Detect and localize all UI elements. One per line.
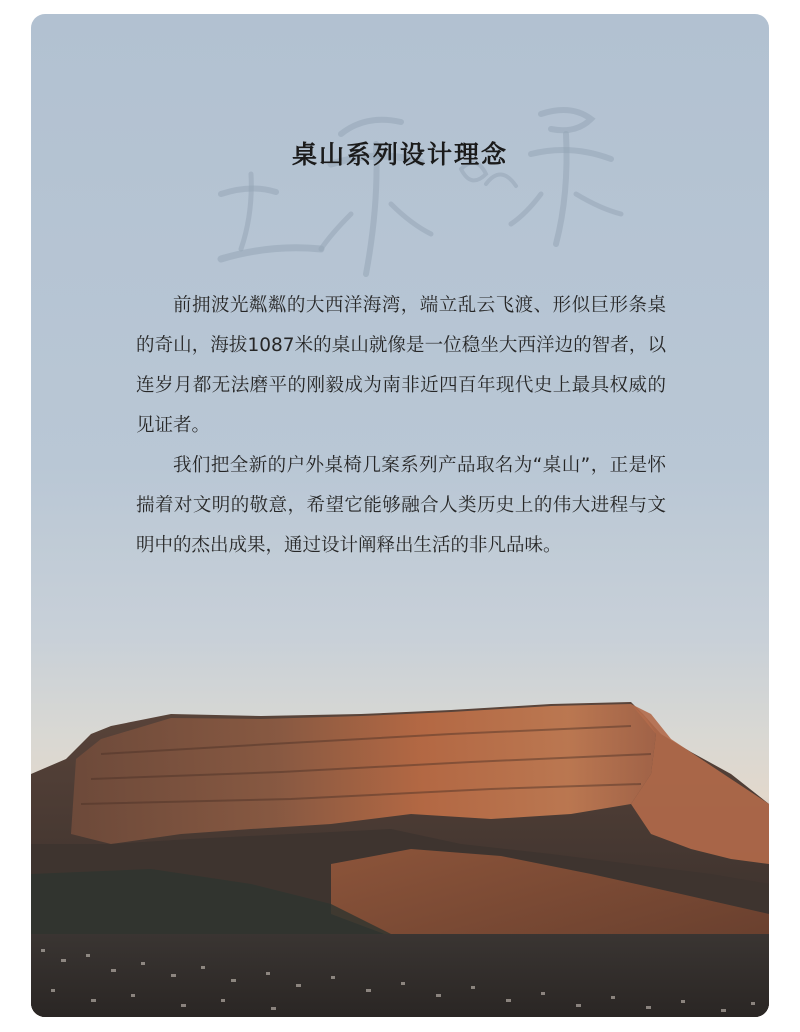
page-title: 桌山系列设计理念 [291, 140, 508, 169]
table-mountain-photo [31, 14, 769, 1017]
paragraph-2: 我们把全新的户外桌椅几案系列产品取名为“桌山”，正是怀揣着对文明的敬意，希望它能够融合人类历史上的伟大进程与文明中的杰出成果，通过设计阐释出生活的非凡品味。 [136, 455, 666, 556]
city-sprawl [31, 934, 769, 1017]
poster-card [31, 14, 769, 1017]
paragraph-1: 前拥波光粼粼的大西洋海湾，端立乱云飞渡、形似巨形条桌的奇山，海拔1087米的桌山就像是一位稳坐大西洋边的智者，以连岁月都无法磨平的刚毅成为南非近四百年现代史上最具权威的见证者。 [136, 295, 666, 436]
